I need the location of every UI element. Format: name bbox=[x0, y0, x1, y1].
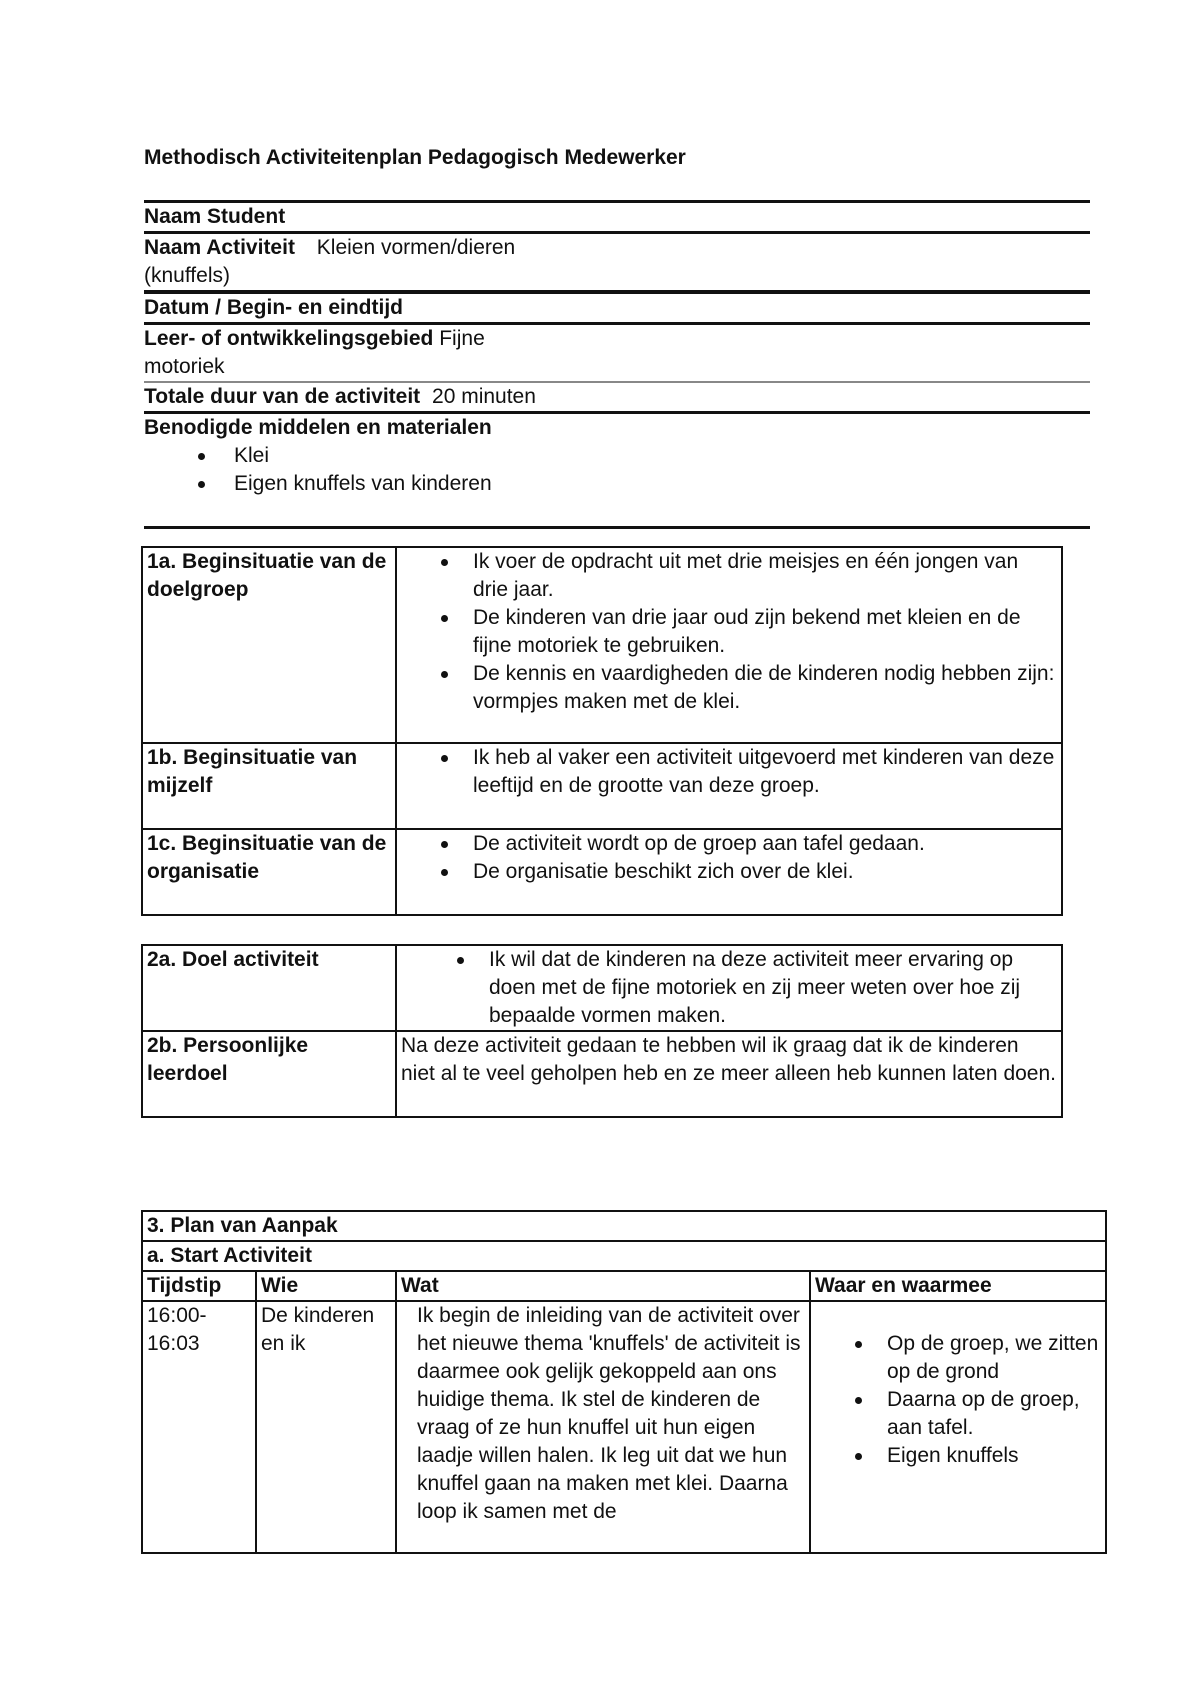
middelen-list bbox=[144, 442, 1090, 498]
leerdoel-content: Na deze activiteit gedaan te hebben wil ik graag dat ik de kinderen niet al te veel geholpen heb en ze meer alleen heb kunnen laten doen. bbox=[396, 1031, 1062, 1117]
waar-cell bbox=[810, 1301, 1106, 1553]
duur-label: Totale duur van de activiteit bbox=[144, 385, 421, 408]
table-row bbox=[142, 1211, 1106, 1241]
naam-student-label: Naam Student bbox=[144, 205, 286, 228]
list-item: Eigen knuffels van kinderen bbox=[198, 470, 1090, 498]
duur-value: 20 minuten bbox=[432, 385, 536, 408]
list-item: Klei bbox=[198, 442, 1090, 470]
doel-label: 2a. Doel activiteit bbox=[142, 945, 396, 1031]
organisatie-content bbox=[396, 829, 1062, 915]
header-wie: Wie bbox=[256, 1271, 396, 1301]
header-wat: Wat bbox=[396, 1271, 810, 1301]
doelen-table bbox=[141, 944, 1063, 1118]
beginsituatie-table bbox=[141, 546, 1063, 916]
gebied-row bbox=[144, 322, 1090, 381]
list-item: De kinderen van drie jaar oud zijn bekend met kleien en de fijne motoriek te gebruiken. bbox=[437, 604, 1057, 660]
list-item: Daarna op de groep, aan tafel. bbox=[851, 1386, 1101, 1442]
duur-row bbox=[144, 381, 1090, 411]
naam-activiteit-value: Kleien vormen/dieren bbox=[316, 236, 516, 259]
table-row bbox=[142, 1031, 1062, 1117]
header-waar: Waar en waarmee bbox=[810, 1271, 1106, 1301]
naam-student-row bbox=[144, 200, 1090, 231]
table-row bbox=[142, 547, 1062, 743]
list-item: De kennis en vaardigheden die de kinderen nodig hebben zijn: vormpjes maken met de klei. bbox=[437, 660, 1057, 716]
plan-van-aanpak-table bbox=[141, 1210, 1107, 1554]
table-row bbox=[142, 1241, 1106, 1271]
doelgroep-content bbox=[396, 547, 1062, 743]
list-item: De activiteit wordt op de groep aan tafel gedaan. bbox=[437, 830, 1057, 858]
table-row bbox=[142, 829, 1062, 915]
header-tijdstip: Tijdstip bbox=[142, 1271, 256, 1301]
table-row bbox=[142, 1301, 1106, 1553]
document-title: Methodisch Activiteitenplan Pedagogisch Medewerker bbox=[144, 146, 686, 169]
table-header-row bbox=[142, 1271, 1106, 1301]
tijdstip-cell: 16:00-16:03 bbox=[142, 1301, 256, 1553]
plan-section: a. Start Activiteit bbox=[142, 1241, 1106, 1271]
list-item: Op de groep, we zitten op de grond bbox=[851, 1330, 1101, 1386]
organisatie-label: 1c. Beginsituatie van de organisatie bbox=[142, 829, 396, 915]
wat-cell: Ik begin de inleiding van de activiteit over het nieuwe thema 'knuffels' de activiteit is daarmee ook gelijk gekoppeld aan ons huidige thema. Ik stel de kinderen de vraag of ze hun knuffel uit hun eigen laadje willen halen. Ik leg uit dat we hun knuffel gaan na maken met klei. Daarna loop ik samen met de bbox=[396, 1301, 810, 1553]
list-item: Ik wil dat de kinderen na deze activiteit meer ervaring op doen met de fijne motoriek en zij meer weten over hoe zij bepaalde vormen maken. bbox=[453, 946, 1057, 1030]
table-row bbox=[142, 945, 1062, 1031]
gebied-label: Leer- of ontwikkelingsgebied bbox=[144, 327, 434, 350]
list-item: Ik heb al vaker een activiteit uitgevoerd met kinderen van deze leeftijd en de grootte van deze groep. bbox=[437, 744, 1057, 800]
list-item: De organisatie beschikt zich over de klei. bbox=[437, 858, 1057, 886]
naam-activiteit-row bbox=[144, 231, 1090, 290]
leerdoel-label: 2b. Persoonlijke leerdoel bbox=[142, 1031, 396, 1117]
datum-label: Datum / Begin- en eindtijd bbox=[144, 296, 404, 319]
naam-activiteit-value-cont: (knuffels) bbox=[144, 264, 230, 287]
plan-title: 3. Plan van Aanpak bbox=[142, 1211, 1106, 1241]
header-end-rule bbox=[144, 526, 1090, 529]
doel-content bbox=[396, 945, 1062, 1031]
list-item: Ik voer de opdracht uit met drie meisjes en één jongen van drie jaar. bbox=[437, 548, 1057, 604]
mijzelf-label: 1b. Beginsituatie van mijzelf bbox=[142, 743, 396, 829]
datum-row bbox=[144, 290, 1090, 322]
activity-header-form bbox=[144, 200, 1090, 529]
wie-cell: De kinderen en ik bbox=[256, 1301, 396, 1553]
middelen-label: Benodigde middelen en materialen bbox=[144, 416, 492, 439]
mijzelf-content bbox=[396, 743, 1062, 829]
list-item: Eigen knuffels bbox=[851, 1442, 1101, 1470]
middelen-row bbox=[144, 411, 1090, 498]
naam-activiteit-label: Naam Activiteit bbox=[144, 236, 295, 259]
doelgroep-label: 1a. Beginsituatie van de doelgroep bbox=[142, 547, 396, 743]
table-row bbox=[142, 743, 1062, 829]
gebied-value: Fijne bbox=[439, 327, 485, 350]
gebied-value-cont: motoriek bbox=[144, 355, 225, 378]
